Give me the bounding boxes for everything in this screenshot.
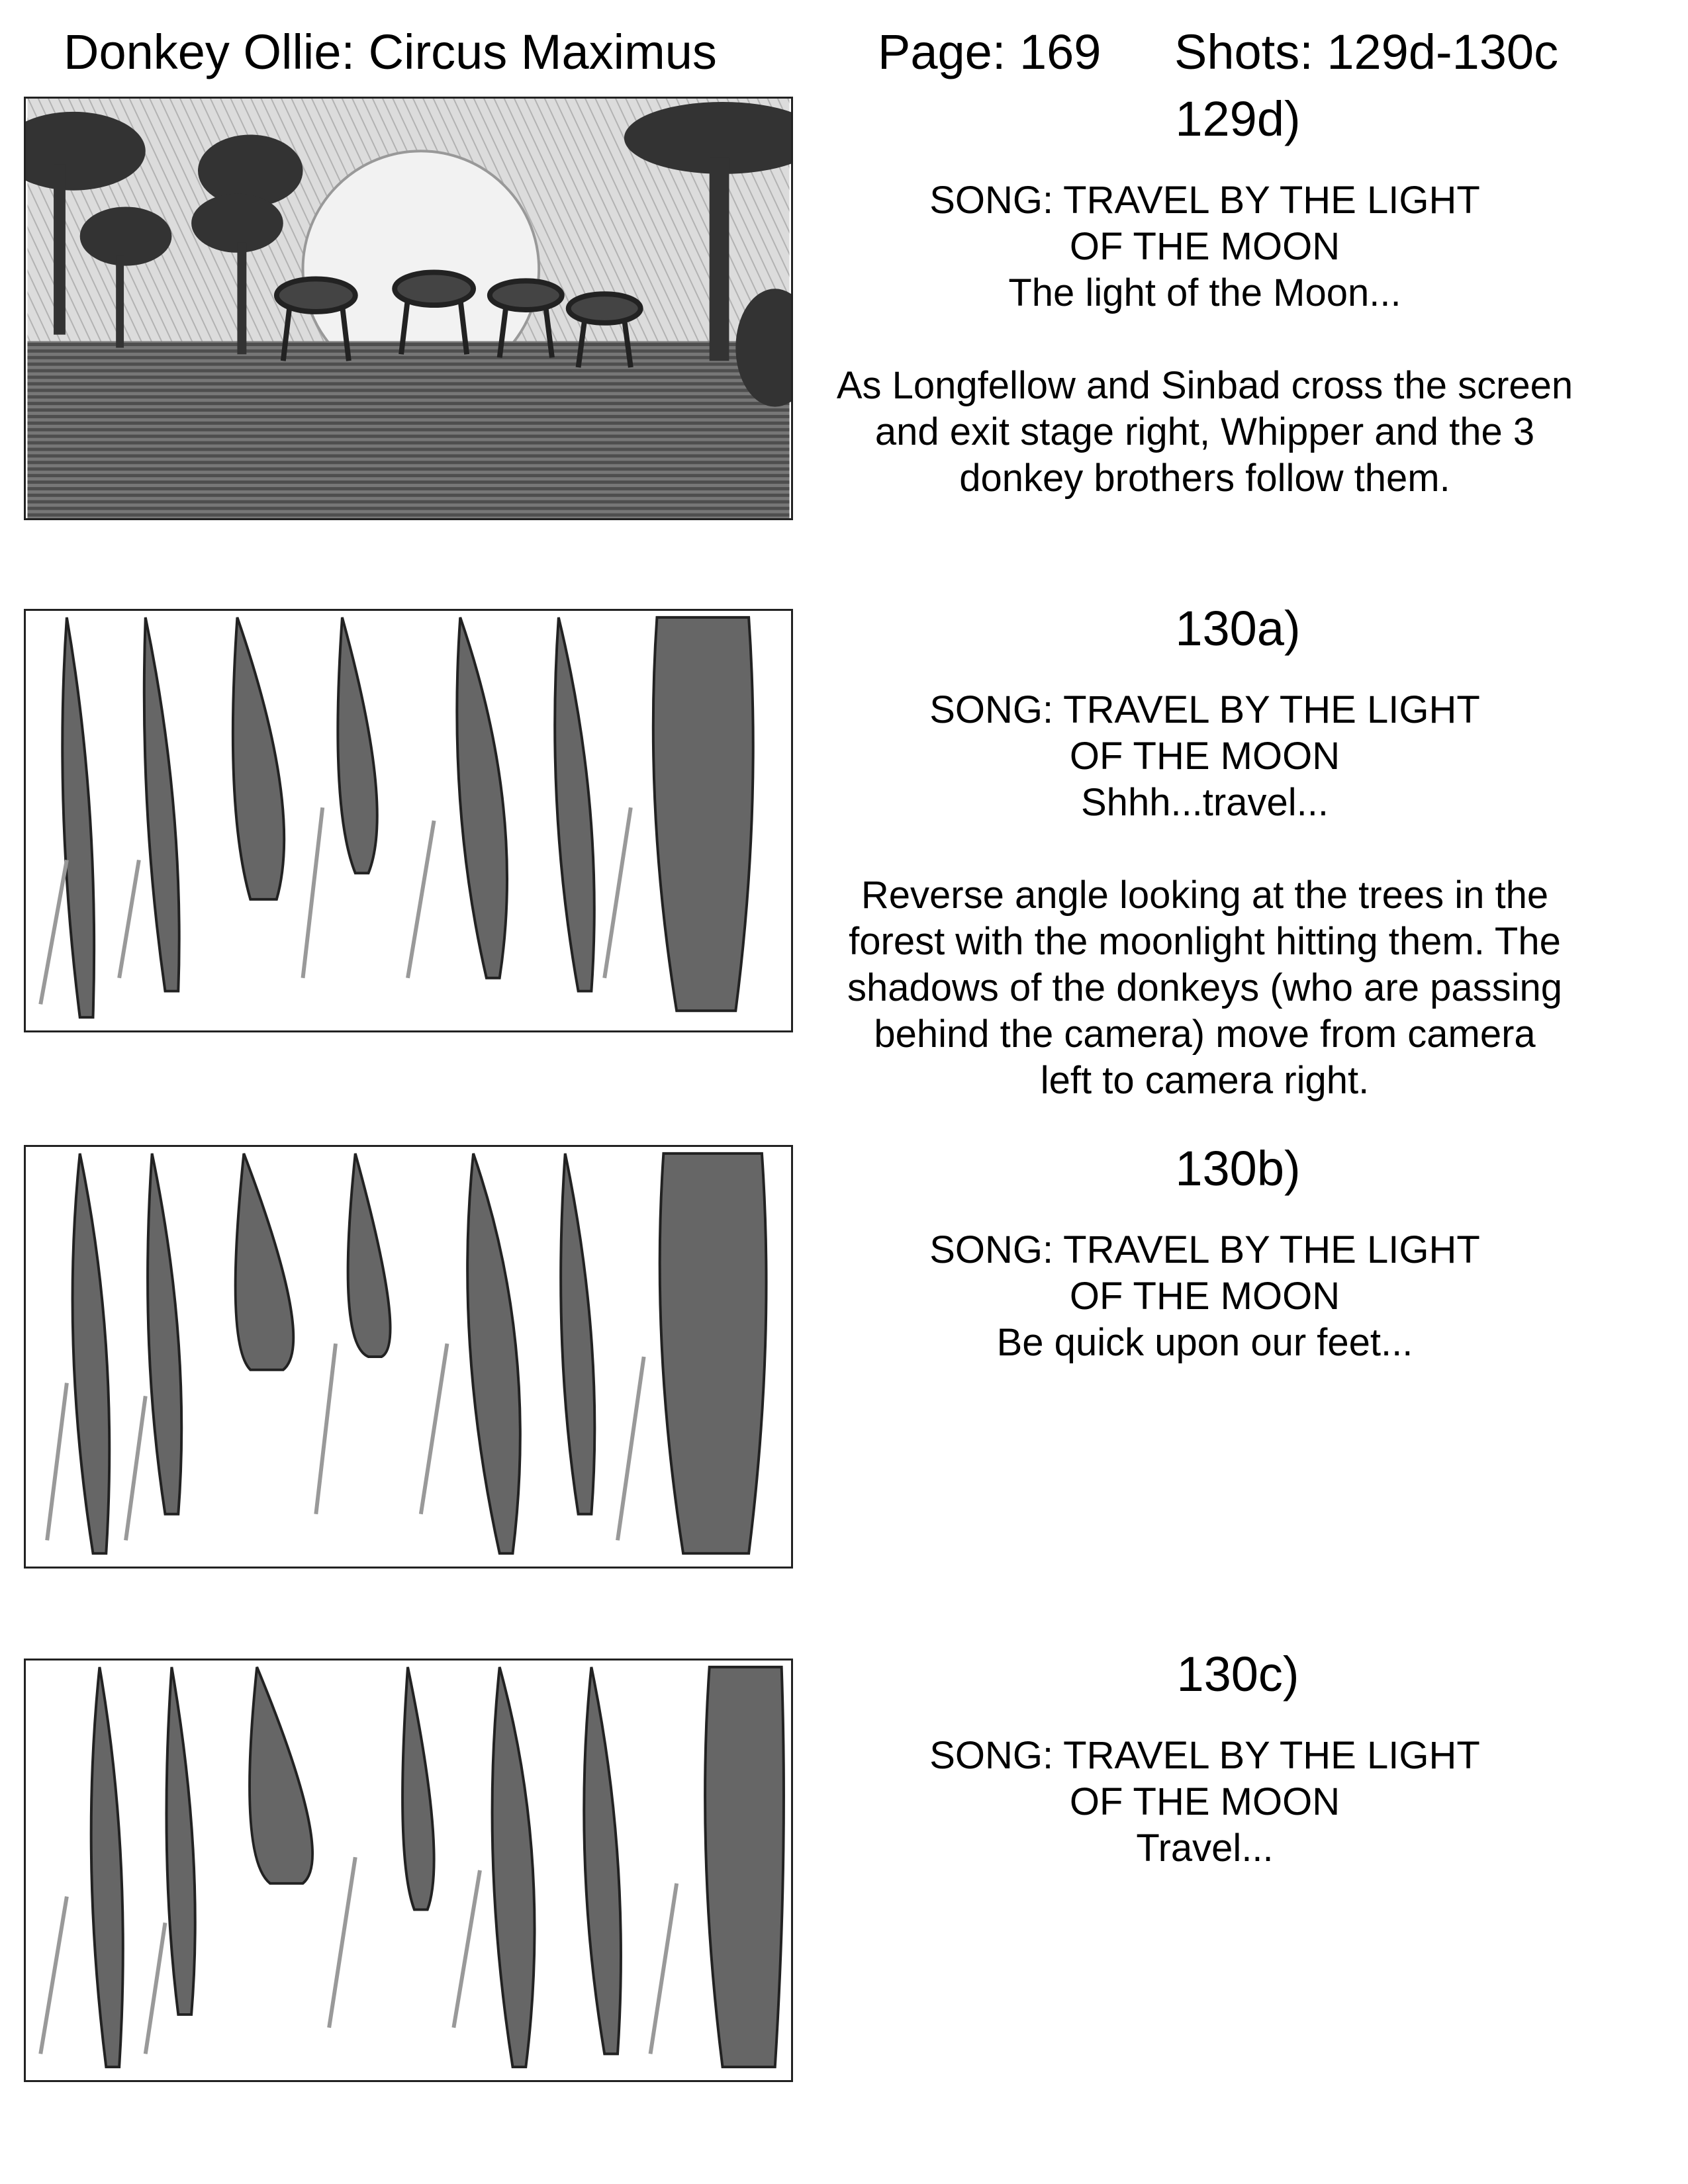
action-line: donkey brothers follow them. — [959, 457, 1450, 500]
song-title-line2: OF THE MOON — [1069, 1275, 1340, 1318]
action-line: Reverse angle looking at the trees in the — [861, 874, 1549, 917]
song-title-line2: OF THE MOON — [1069, 1780, 1340, 1823]
lyric-line: The light of the Moon... — [1008, 271, 1401, 314]
sketch-forest-tree-trunks — [26, 1661, 791, 2080]
shot-notes-130c — [814, 1648, 1595, 1872]
storyboard-panel-130b — [24, 1145, 793, 1569]
shot-range: Shots: 129d-130c — [1174, 24, 1559, 79]
song-title-line1: SONG: TRAVEL BY THE LIGHT — [929, 179, 1480, 222]
action-line: left to camera right. — [1040, 1059, 1370, 1102]
shot-id: 129d) — [1175, 91, 1301, 146]
action-line: As Longfellow and Sinbad cross the screen — [836, 364, 1573, 407]
page-number: Page: 169 — [878, 24, 1102, 79]
lyric-line: Shhh...travel... — [1081, 781, 1329, 824]
action-line: and exit stage right, Whipper and the 3 — [874, 410, 1535, 453]
lyric-line: Be quick upon our feet... — [996, 1321, 1413, 1364]
shot-notes-130b — [814, 1142, 1595, 1366]
shot-notes-130a — [814, 602, 1595, 1104]
shot-id: 130b) — [1175, 1141, 1301, 1196]
storyboard-panel-130a — [24, 609, 793, 1032]
song-title-line1: SONG: TRAVEL BY THE LIGHT — [929, 1228, 1480, 1271]
song-title-line2: OF THE MOON — [1069, 225, 1340, 268]
storyboard-panel-130c — [24, 1659, 793, 2082]
shot-id: 130c) — [1176, 1647, 1299, 1702]
action-line: forest with the moonlight hitting them. The — [849, 920, 1561, 963]
shot-notes-129d — [814, 93, 1595, 502]
shot-id: 130a) — [1175, 601, 1301, 656]
action-line: shadows of the donkeys (who are passing — [847, 966, 1563, 1009]
lyric-line: Travel... — [1136, 1827, 1274, 1870]
song-title-line1: SONG: TRAVEL BY THE LIGHT — [929, 1734, 1480, 1777]
sketch-moonlit-field-with-donkeys — [26, 99, 791, 518]
sketch-forest-tree-trunks — [26, 1147, 791, 1567]
song-title-line2: OF THE MOON — [1069, 735, 1340, 778]
action-line: behind the camera) move from camera — [874, 1013, 1536, 1056]
song-title-line1: SONG: TRAVEL BY THE LIGHT — [929, 688, 1480, 731]
document-title: Donkey Ollie: Circus Maximus — [64, 24, 717, 79]
storyboard-panel-129d — [24, 97, 793, 520]
sketch-forest-tree-trunks — [26, 611, 791, 1030]
